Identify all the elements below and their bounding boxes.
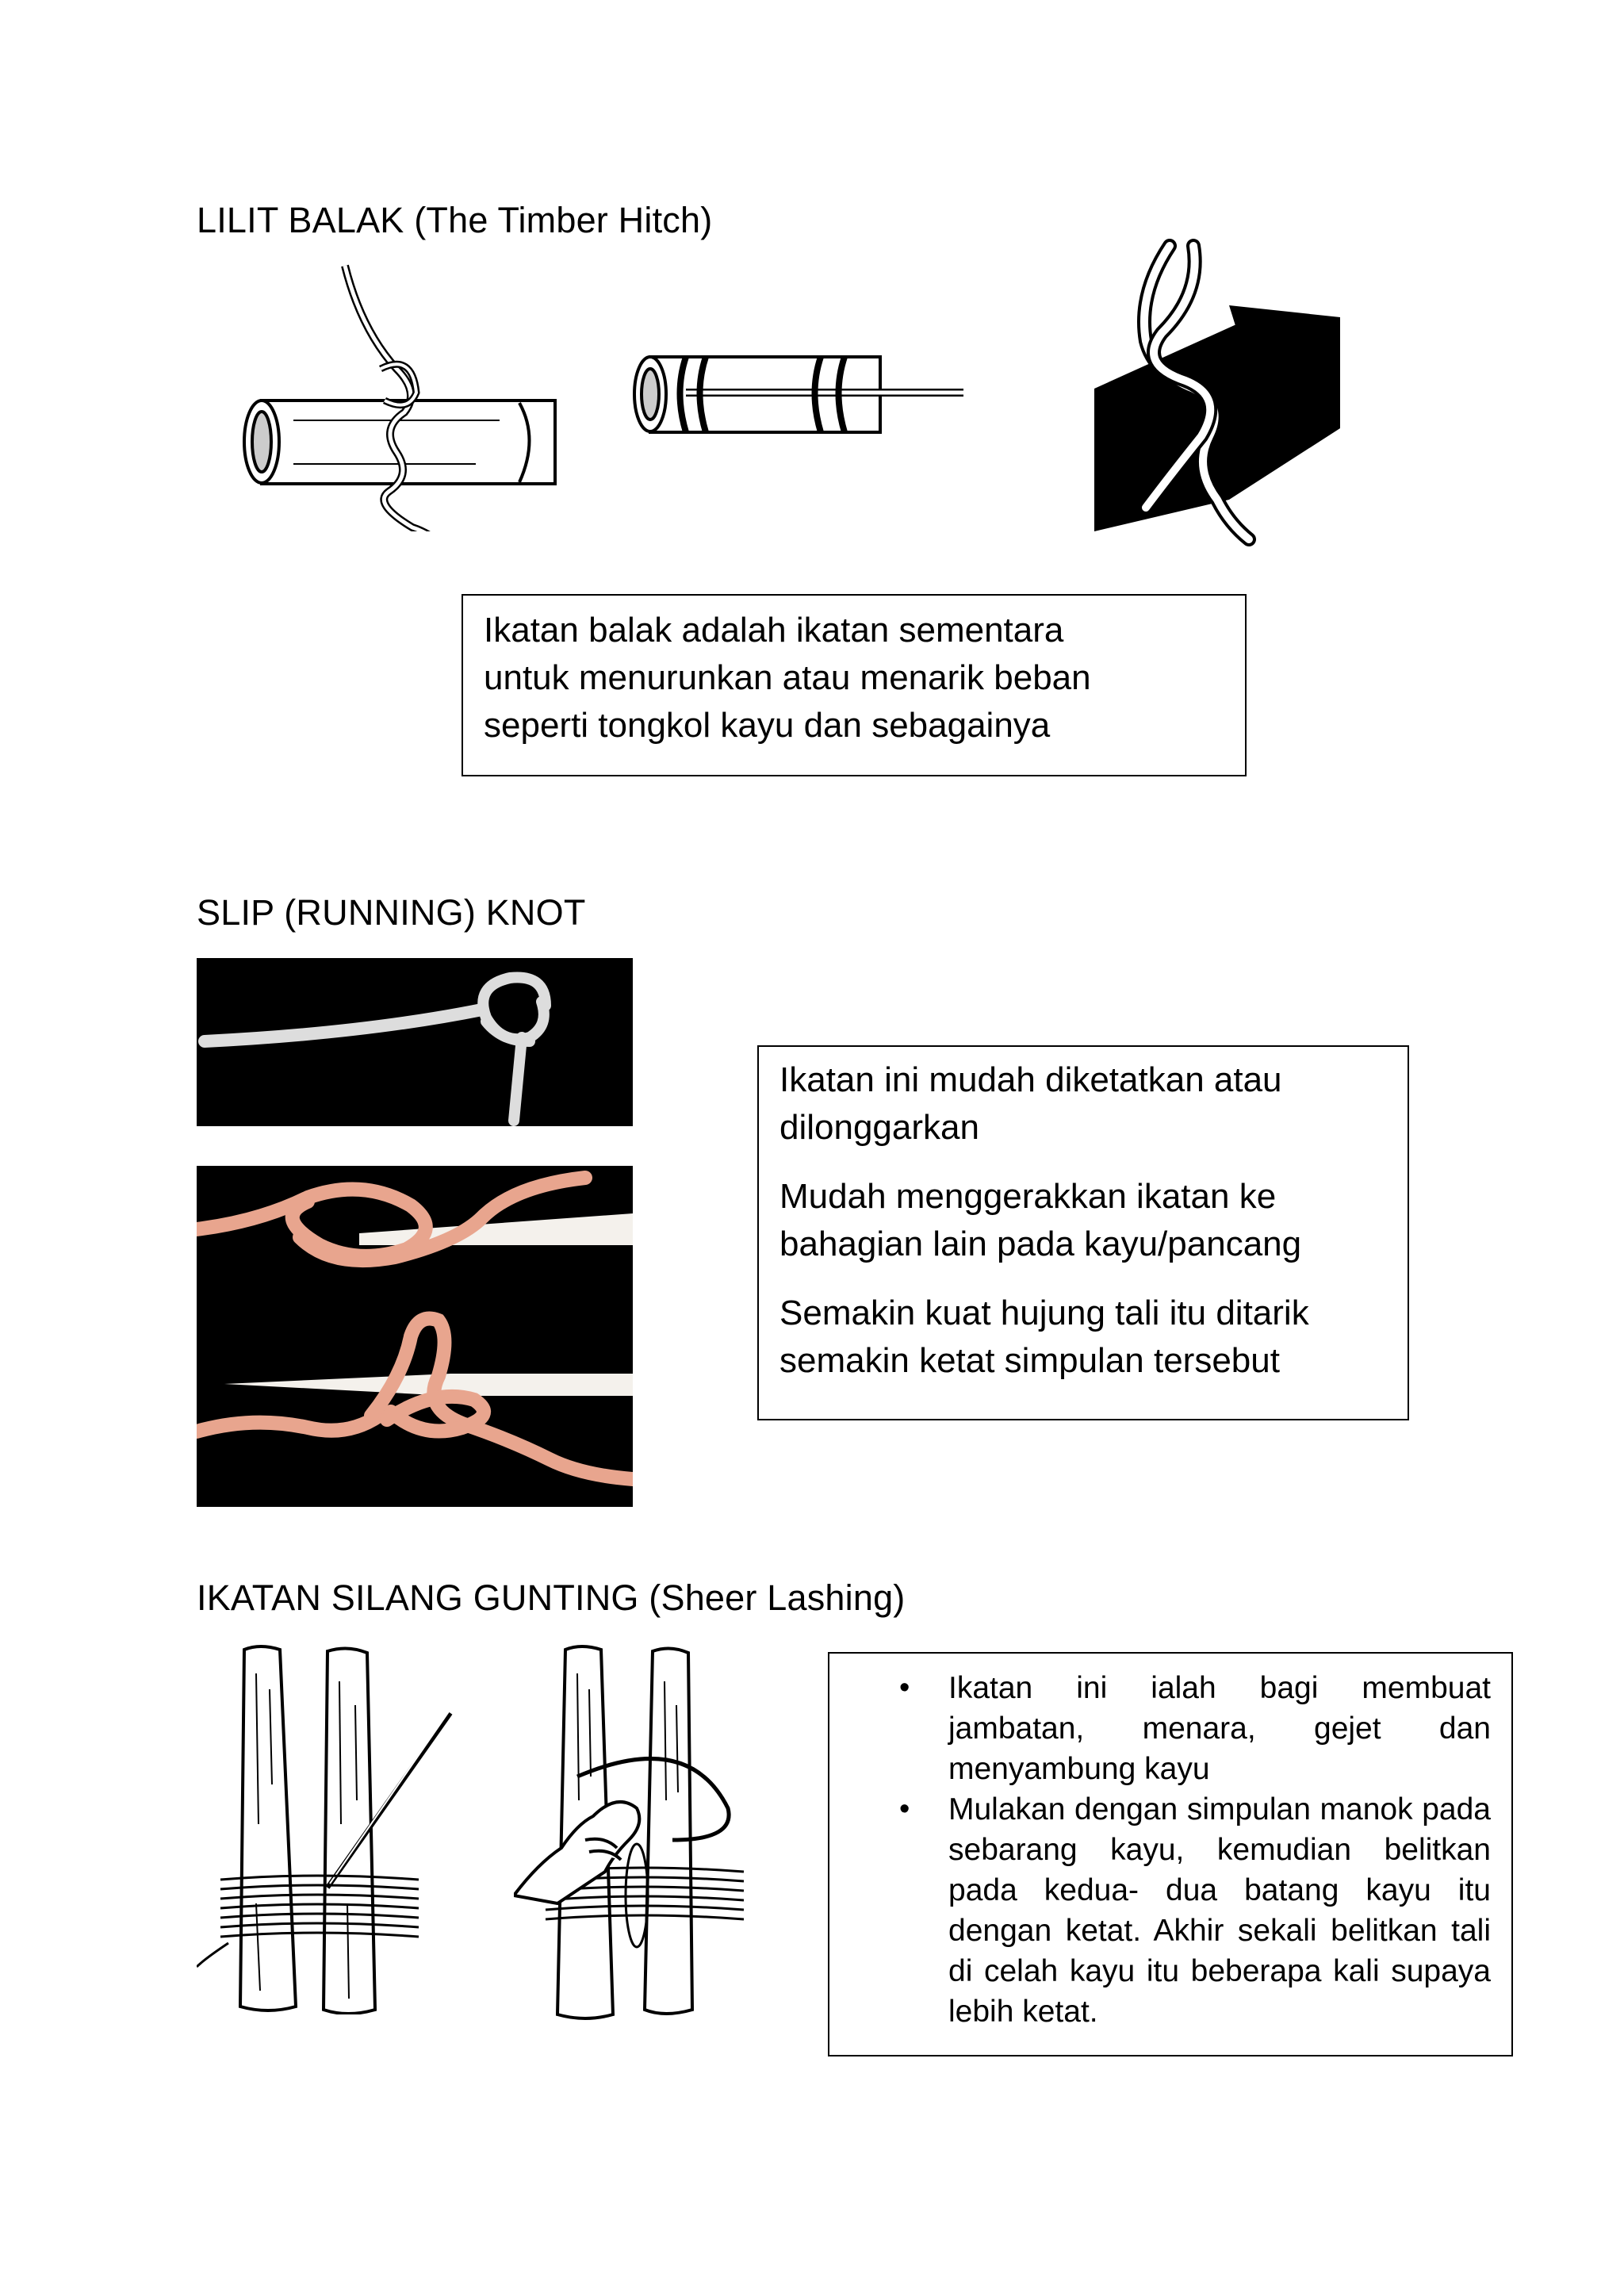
section-title-timber-hitch: LILIT BALAK (The Timber Hitch) [197,200,713,240]
slip-knot-photo-1 [197,958,633,1126]
timber-hitch-illustration-1 [238,262,571,531]
timber-hitch-line-1: Ikatan balak adalah ikatan sementara [484,611,1064,650]
timber-hitch-line-2: untuk menurunkan atau menarik beban [484,658,1091,697]
slip-knot-photo-2 [197,1166,633,1507]
timber-hitch-description-box [462,594,1247,776]
slip-knot-paragraph-1: Ikatan ini mudah diketatkan atau dilonggarkan [779,1060,1282,1147]
sheer-lashing-bullet-1: • Ikatan ini ialah bagi membuat jambatan, menara, gejet dan menyambung kayu [829,1668,1511,1789]
slip-knot-paragraph-3: Semakin kuat hujung tali itu ditarik semakin ketat simpulan tersebut [779,1294,1309,1380]
sheer-lashing-description-box [828,1652,1513,2056]
timber-hitch-illustration-3 [1086,238,1340,547]
section-title-sheer-lashing: IKATAN SILANG GUNTING (Sheer Lashing) [197,1577,906,1618]
sheer-lashing-illustration-1 [197,1642,466,2014]
slip-knot-paragraph-2: Mudah menggerakkan ikatan ke bahagian lain pada kayu/pancang [779,1177,1302,1263]
section-title-slip-knot: SLIP (RUNNING) KNOT [197,892,586,933]
sheer-lashing-bullet-list [829,1668,1511,2032]
timber-hitch-illustration-2 [630,345,971,456]
sheer-lashing-illustration-2 [514,1642,776,2022]
sheer-lashing-bullet-2: • Mulakan dengan simpulan manok pada sebarang kayu, kemudian belitkan pada kedua- dua batang kayu itu dengan ketat. Akhir sekali belitkan tali di celah kayu itu beberapa kali supaya lebih ketat. [829,1789,1511,2032]
timber-hitch-line-3: seperti tongkol kayu dan sebagainya [484,706,1051,745]
slip-knot-description-box [757,1045,1409,1420]
